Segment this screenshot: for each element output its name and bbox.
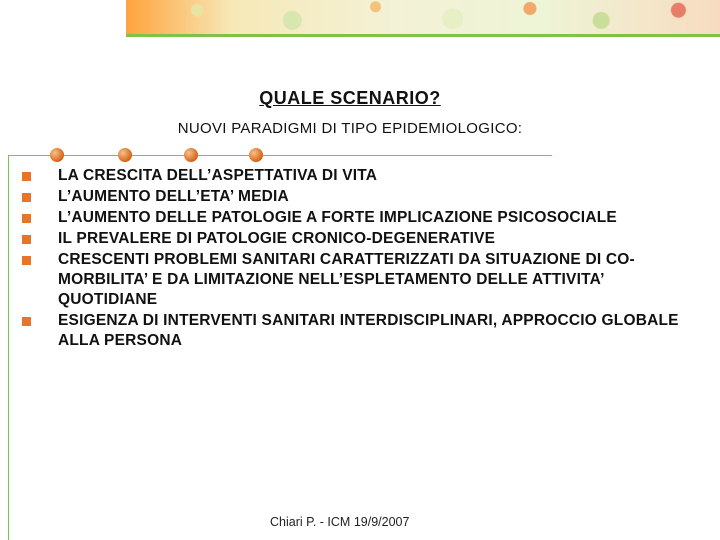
bullet-item [22, 229, 702, 249]
bullet-item [22, 208, 702, 228]
divider-line [8, 155, 552, 156]
decorative-dot-2 [118, 148, 132, 162]
left-vertical-line [8, 155, 9, 540]
bullet-text: ESIGENZA DI INTERVENTI SANITARI INTERDISCIPLINARI, APPROCCIO GLOBALE ALLA PERSONA [58, 312, 679, 349]
bullet-text: IL PREVALERE DI PATOLOGIE CRONICO-DEGENERATIVE [58, 230, 496, 247]
decorative-dot-4 [249, 148, 263, 162]
square-bullet-icon [22, 172, 31, 181]
square-bullet-icon [22, 317, 31, 326]
square-bullet-icon [22, 256, 31, 265]
bullet-text: CRESCENTI PROBLEMI SANITARI CARATTERIZZATI DA SITUAZIONE DI CO-MORBILITA’ E DA LIMITAZIONE NELL’ESPLETAMENTO DELLE ATTIVITA’ QUOTIDIANE [58, 251, 635, 308]
bullet-text: LA CRESCITA DELL’ASPETTATIVA DI VITA [58, 167, 378, 184]
bullet-text: L’AUMENTO DELLE PATOLOGIE A FORTE IMPLICAZIONE PSICOSOCIALE [58, 209, 617, 226]
square-bullet-icon [22, 235, 31, 244]
bullet-item [22, 250, 702, 310]
slide-title: QUALE SCENARIO? [259, 88, 441, 108]
square-bullet-icon [22, 193, 31, 202]
bullet-item [22, 187, 702, 207]
square-bullet-icon [22, 214, 31, 223]
decorative-dot-3 [184, 148, 198, 162]
slide-footer: Chiari P. - ICM 19/9/2007 [270, 515, 410, 529]
slide-subtitle: NUOVI PARADIGMI DI TIPO EPIDEMIOLOGICO: [177, 120, 523, 137]
bullet-text: L’AUMENTO DELL’ETA’ MEDIA [58, 188, 289, 205]
bullet-item [22, 166, 702, 186]
header-banner-image [126, 0, 720, 34]
header-banner-underline [126, 34, 720, 37]
decorative-dot-1 [50, 148, 64, 162]
bullet-item [22, 311, 702, 351]
bullet-list [22, 166, 702, 352]
